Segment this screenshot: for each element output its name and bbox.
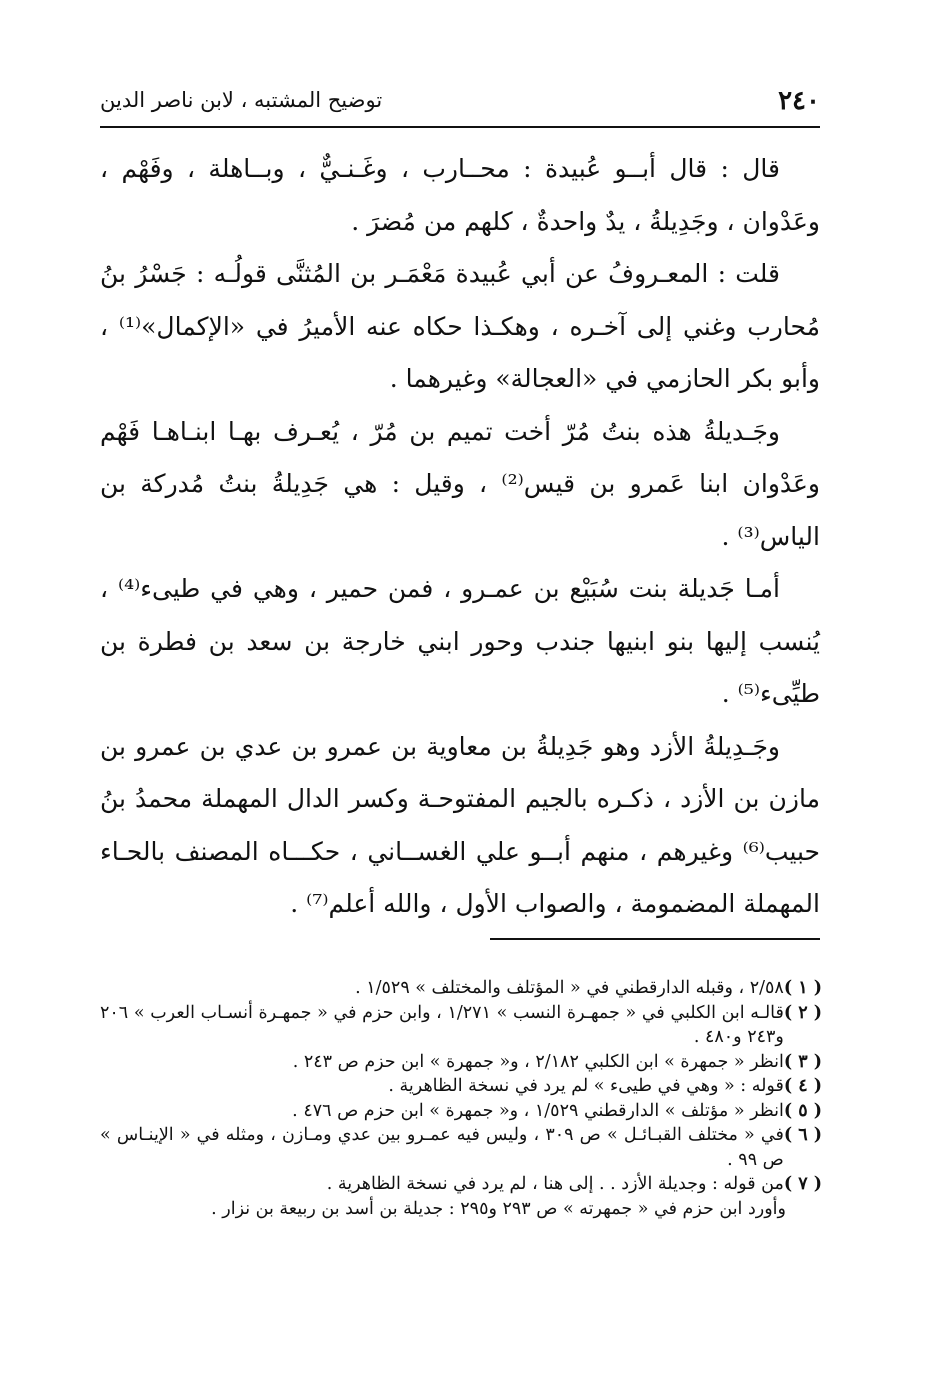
footnote (100, 1074, 822, 1099)
footnote-number: ( ٥ ) (783, 1100, 822, 1121)
footnote-continuation: وأورد ابن حزم في « جمهرته » ص ٢٩٣ و٢٩٥ : جديلة بن أسد بن ربيعة بن نزار . (211, 1198, 786, 1219)
paragraph: قلت : المعـروفُ عن أبي عُبيدة مَعْمَـر بن المُثنَّى قولُـه : جَسْرُ بنُ مُحارب وغني إلى آخـره ، وهكـذا حكاه عنه الأميرُ في «الإكمال»⁽¹⁾ ، وأبو بكر الحازمي في «العجالة» وغيرهما . (100, 259, 821, 393)
footnote-text: في « مختلف القبـائـل » ص ٣٠٩ ، وليس فيه عمـرو بين عدي ومـازن ، ومثله في « الإينـاس » ص ٩٩ . (100, 1125, 784, 1170)
footnote-number: ( ٢ ) (783, 1002, 822, 1023)
footnote-number: ( ٤ ) (783, 1076, 822, 1096)
paragraph: أمـا جَديلة بنت سُبَيْع بن عمـرو ، فمن حمير ، وهي في طيىء⁽⁴⁾ ، يُنسب إليها بنو ابنيها جندب وحور ابني خارجة بن سعد بن فطرة بن طيِّىء⁽⁵⁾ . (100, 574, 820, 708)
footnote-number: ( ٣ ) (783, 1051, 822, 1072)
footnote-text: انظر « مؤتلف » الدارقطني ١/٥٢٩ ، و« جمهرة » ابن حزم ص ٤٧٦ . (292, 1100, 784, 1121)
main-text (100, 143, 820, 931)
footnote (100, 976, 822, 1001)
footnote (100, 1050, 822, 1075)
paragraph: قال : قال أبــو عُبيدة : محــارب ، وغَـنـيٌّ ، وبــاهلة ، وفَهْم ، وعَدْوان ، وجَدِيلةُ ، يدٌ واحدةٌ ، كلهم من مُضرَ . (100, 154, 820, 236)
footnote-divider (490, 938, 820, 940)
page-header (100, 82, 820, 128)
footnotes (100, 976, 822, 1221)
footnote-text: ٢/٥٨ ، وقبله الدارقطني في « المؤتلف والمختلف » ١/٥٢٩ . (355, 978, 784, 998)
footnote (100, 1001, 822, 1050)
footnote-text: قالـه ابن الكلبي في « جمهـرة النسب » ١/٢٧١ ، وابن حزم في « جمهـرة أنسـاب العرب » ٢٠٦ و٢٤٣ و٤٨٠ . (100, 1002, 784, 1047)
footnote-number: ( ١ ) (783, 978, 822, 998)
footnote-number: ( ٧ ) (783, 1174, 822, 1194)
paragraph: وجَـديلةُ هذه بنتُ مُرّ أخت تميم بن مُرّ ، يُعـرف بهـا ابنـاهـا فَهْم وعَدْوان ابنا عَمرو بن قيس⁽²⁾ ، وقيل : هي جَدِيلةُ بنتُ مُدركة بن الياس⁽³⁾ . (100, 416, 821, 551)
footnote-text: قوله : « وهي في طيىء » لم يرد في نسخة الظاهرية . (388, 1076, 784, 1096)
footnote-number: ( ٦ ) (783, 1125, 822, 1145)
footnote (100, 1123, 822, 1172)
footnote-text: انظر « جمهرة » ابن الكلبي ٢/١٨٢ ، و« جمهرة » ابن حزم ص ٢٤٣ . (292, 1051, 784, 1072)
footnote-text: من قوله : وجديلة الأزد . . إلى هنا ، لم يرد في نسخة الظاهرية . (326, 1174, 784, 1194)
paragraph: وجَـدِيلةُ الأزد وهو جَدِيلةُ بن معاوية بن عمرو بن عدي بن عمرو بن مازن بن الأزد ، ذكـره بالجيم المفتوحـة وكسر الدال المهملة محمدُ بنُ حبيب⁽⁶⁾ وغيرهم ، منهم أبــو علي الغســاني ، حكـــاه المصنف بالحـاء المهملة المضمومة ، والصواب الأول ، والله أعلم⁽⁷⁾ . (100, 731, 820, 918)
footnote (100, 1099, 822, 1124)
page-number: ٢٤٠ (778, 86, 820, 116)
footnote (100, 1172, 822, 1197)
running-title: توضيح المشتبه ، لابن ناصر الدين (100, 88, 383, 112)
